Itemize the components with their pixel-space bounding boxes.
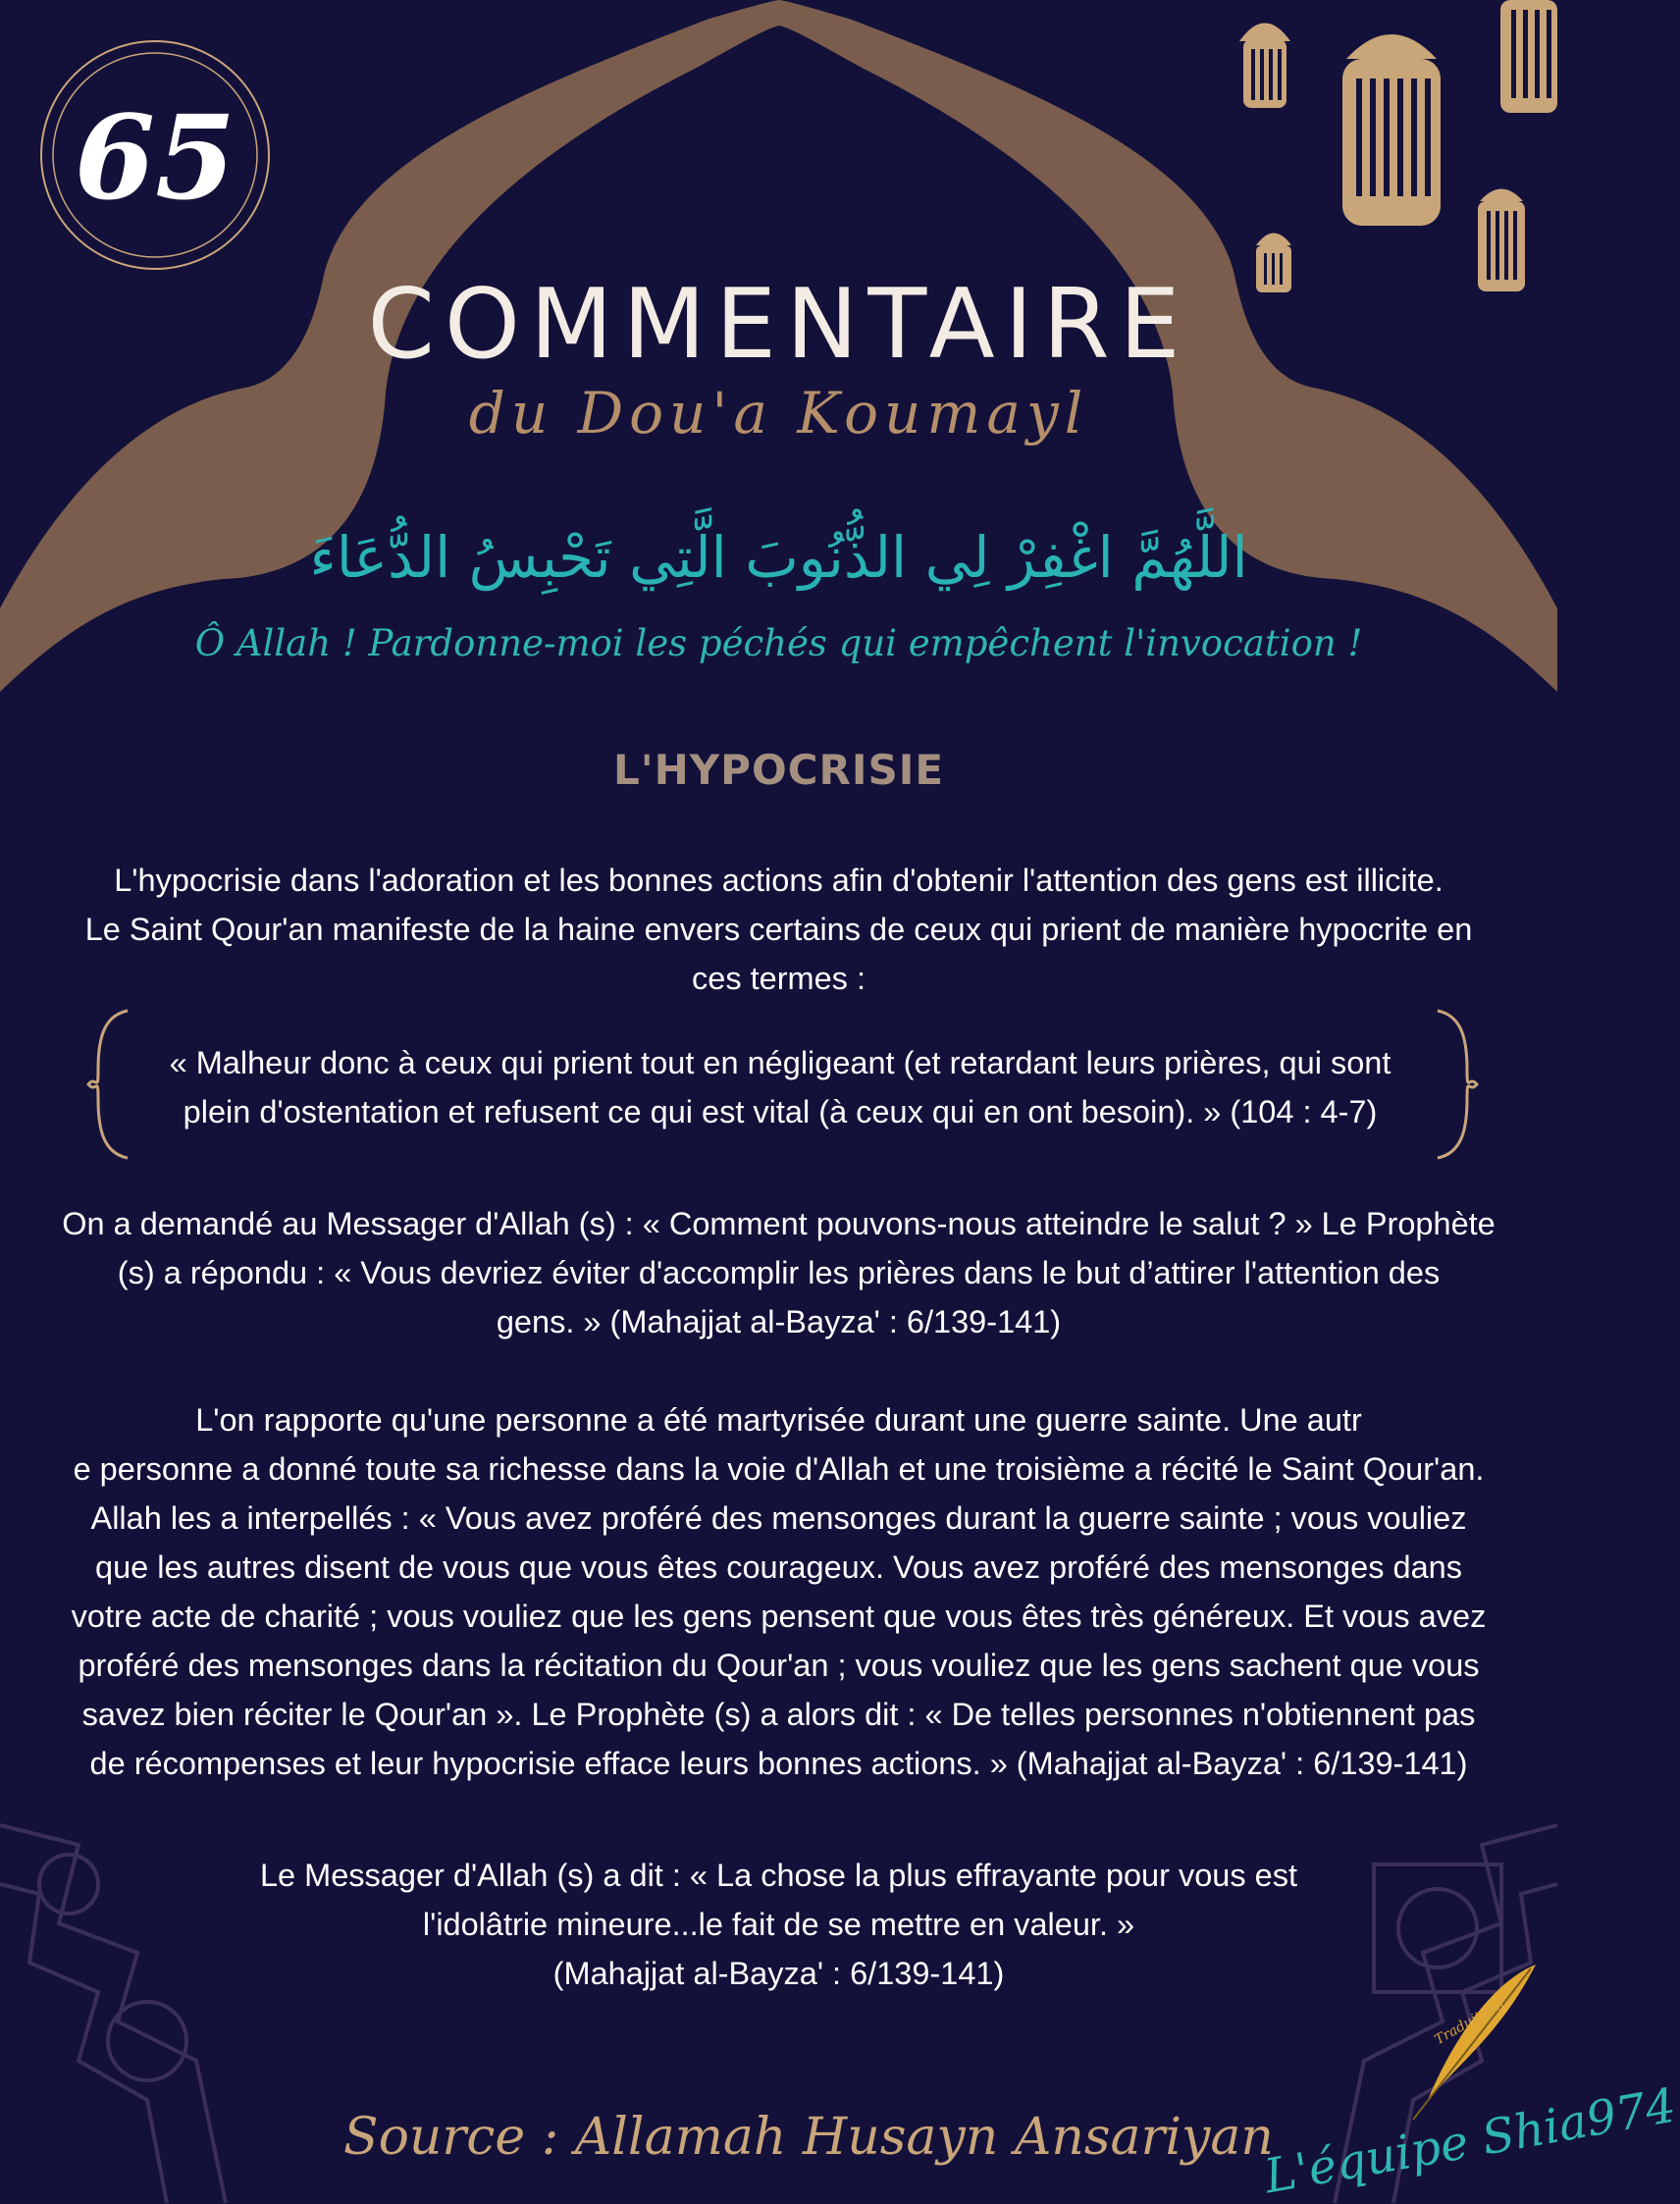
text-line: « Malheur donc à ceux qui prient tout en négligeant (et retardant leurs prières, qui sont bbox=[169, 1045, 1391, 1080]
source-credit: Source : Allamah Husayn Ansariyan bbox=[343, 2108, 1274, 2167]
lantern-icon bbox=[1342, 34, 1441, 226]
text-line: proféré des mensonges dans la récitation du Qour'an ; vous vouliez que les gens sachent que vous bbox=[78, 1648, 1480, 1683]
text-line: (s) a répondu : « Vous devriez éviter d'accomplir les prières dans le but d’attirer l'attention des bbox=[117, 1255, 1441, 1290]
lantern-icon bbox=[1239, 24, 1290, 109]
number-badge bbox=[41, 41, 269, 269]
badge-number: 65 bbox=[74, 89, 236, 226]
text-line: l'idolâtrie mineure...le fait de se mettre en valeur. » bbox=[422, 1907, 1135, 1942]
page-title: COMMENTAIRE bbox=[367, 269, 1190, 381]
text-line: que les autres disent de vous que vous êtes courageux. Vous avez proféré des mensonges dans bbox=[95, 1549, 1462, 1585]
quote-text bbox=[132, 1038, 1428, 1136]
text-line: Le Saint Qour'an manifeste de la haine envers certains de ceux qui prient de manière hypocrite en bbox=[84, 912, 1473, 947]
hadith-paragraph-1 bbox=[29, 1199, 1528, 1346]
section-heading: L'HYPOCRISIE bbox=[612, 746, 945, 794]
invocation-translation: Ô Allah ! Pardonne-moi les péchés qui empêchent l'invocation ! bbox=[194, 622, 1363, 664]
text-line: savez bien réciter le Qour'an ». Le Prophète (s) a alors dit : « De telles personnes n'obtiennent pas bbox=[81, 1697, 1476, 1732]
lantern-icon bbox=[1500, 0, 1557, 113]
story-paragraph bbox=[29, 1395, 1528, 1788]
text-line: On a demandé au Messager d'Allah (s) : « Comment pouvons-nous atteindre le salut ? » Le Prophète bbox=[62, 1206, 1496, 1241]
text-line: de récompenses et leur hypocrisie efface leurs bonnes actions. » (Mahajjat al-Bayza' : 6/139-141) bbox=[89, 1746, 1468, 1781]
text-line: Le Messager d'Allah (s) a dit : « La chose la plus effrayante pour vous est bbox=[259, 1858, 1298, 1893]
arabic-invocation: اللَّهُمَّ اغْفِرْ لِي الذُّنُوبَ الَّتِي تَحْبِسُ الدُّعَاءَ bbox=[309, 524, 1248, 591]
intro-paragraph bbox=[29, 856, 1528, 1003]
text-line: ces termes : bbox=[692, 961, 866, 996]
hadith-paragraph-2 bbox=[29, 1851, 1528, 1998]
text-line: L'hypocrisie dans l'adoration et les bonnes actions afin d'obtenir l'attention des gens est illicite. bbox=[114, 863, 1444, 898]
signature-text: L'équipe Shia974 bbox=[1260, 2077, 1680, 2204]
text-line: Allah les a interpellés : « Vous avez proféré des mensonges durant la guerre sainte ; vous vouliez bbox=[90, 1500, 1467, 1536]
page-subtitle: du Dou'a Koumayl bbox=[468, 380, 1089, 446]
text-line: e personne a donné toute sa richesse dans la voie d'Allah et une troisième a récité le Saint Qour'an. bbox=[73, 1451, 1485, 1487]
signature-caption: Traduit par bbox=[1432, 1994, 1509, 2049]
text-line: votre acte de charité ; vous vouliez que les gens pensent que vous êtes très généreux. Et vous avez bbox=[71, 1599, 1487, 1634]
translator-signature bbox=[1256, 1994, 1680, 2204]
text-line: L'on rapporte qu'une personne a été martyrisée durant une guerre sainte. Une autr bbox=[195, 1402, 1362, 1438]
text-line: (Mahajjat al-Bayza' : 6/139-141) bbox=[552, 1956, 1005, 1991]
text-line: gens. » (Mahajjat al-Bayza' : 6/139-141) bbox=[496, 1304, 1062, 1339]
text-line: plein d'ostentation et refusent ce qui est vital (à ceux qui en ont besoin). » (104 : 4-7) bbox=[183, 1094, 1378, 1129]
quran-quote bbox=[93, 1009, 1467, 1166]
